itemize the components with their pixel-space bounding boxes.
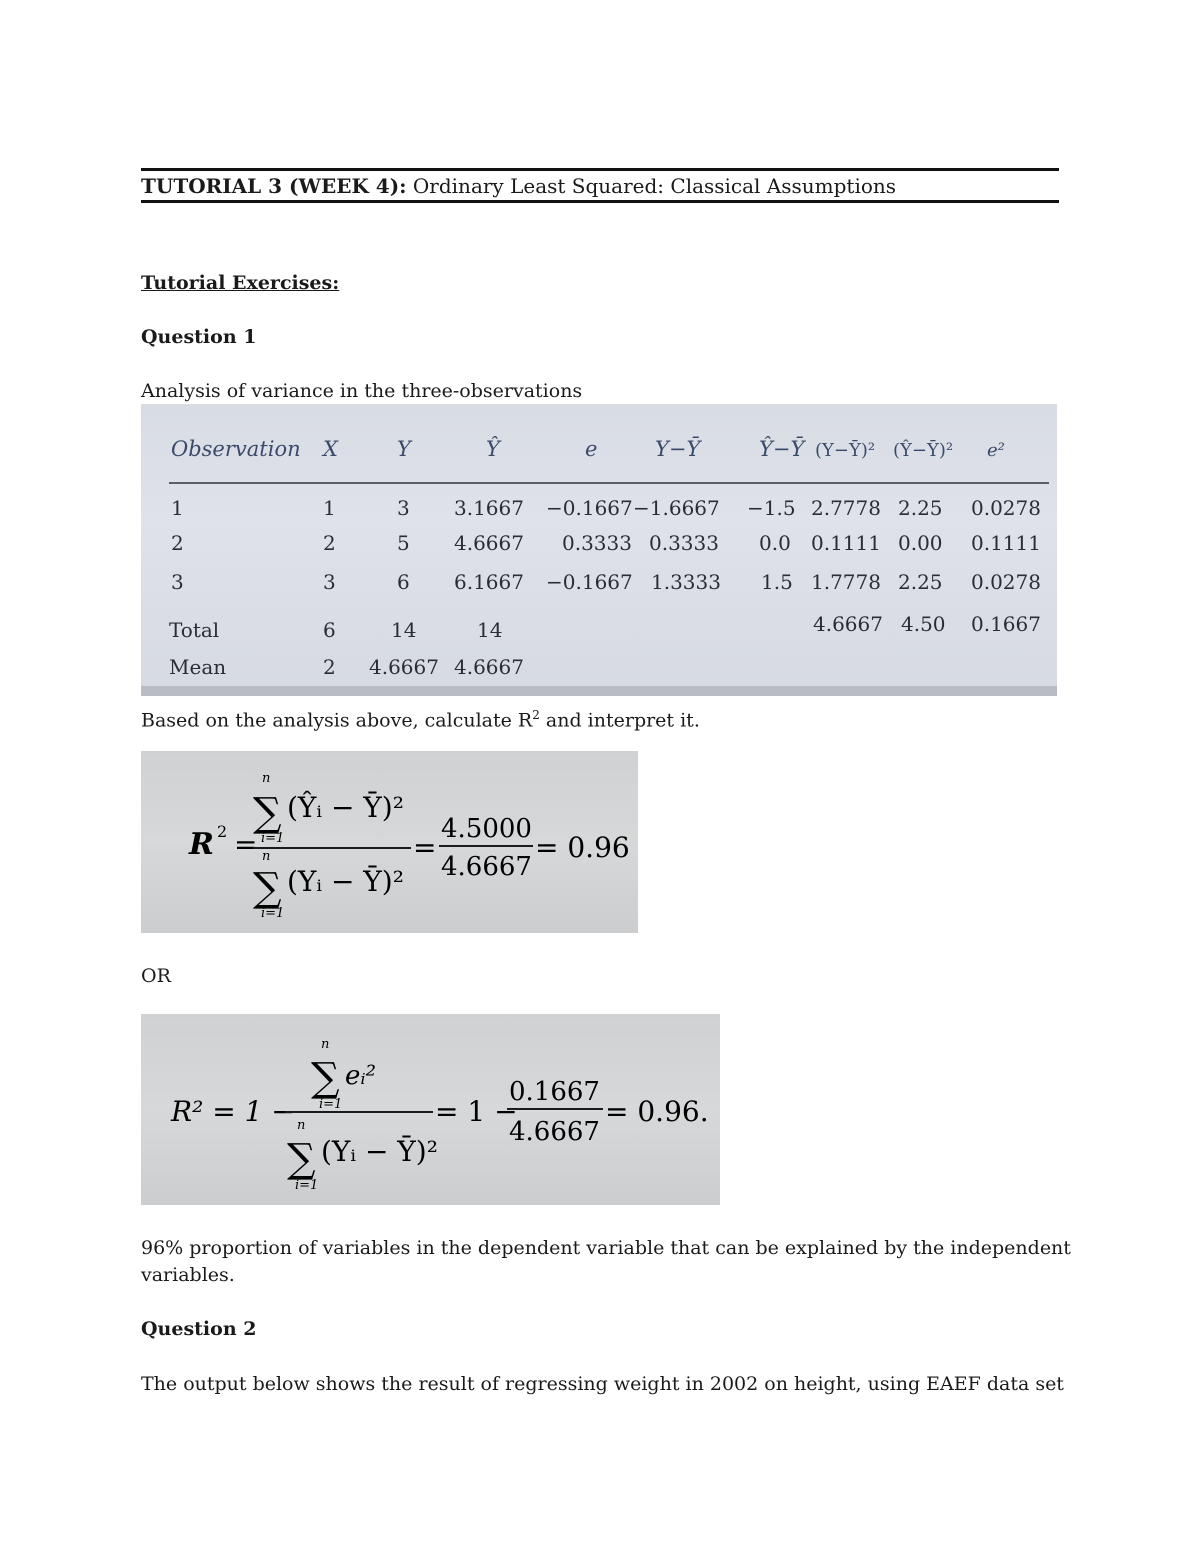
table-cell: 14 <box>477 618 503 642</box>
table-cell: 2 <box>171 531 184 555</box>
table-header: e² <box>987 440 1005 461</box>
question-1-prompt <box>141 702 700 733</box>
formula-2-drawing <box>141 1014 720 1205</box>
formula-2-numerator-expression: eᵢ² <box>345 1061 377 1091</box>
table-cell: 14 <box>391 618 417 642</box>
anova-table-image <box>141 404 1057 696</box>
formula-2-numerator-value: 0.1667 <box>509 1077 600 1107</box>
table-cell: −0.1667 <box>546 496 633 520</box>
table-mean-label: Mean <box>169 655 227 679</box>
sum-lower-limit: i=1 <box>319 1097 343 1112</box>
table-header-rule <box>169 482 1049 484</box>
formula-1-denominator-value: 4.6667 <box>441 852 532 882</box>
table-cell: 2 <box>323 531 336 555</box>
table-cell: −1.6667 <box>633 496 720 520</box>
table-cell: 0.0 <box>759 531 791 555</box>
table-cell: 1.3333 <box>651 570 721 594</box>
header-top-rule <box>141 168 1059 171</box>
sigma-symbol: ∑ <box>253 790 282 836</box>
table-cell: 1 <box>323 496 336 520</box>
table-cell: 4.6667 <box>454 531 524 555</box>
answer-line-2: variables. <box>141 1264 235 1286</box>
prompt-text-before: Based on the analysis above, calculate R <box>141 709 533 732</box>
table-header: (Y−Ȳ)² <box>815 440 876 461</box>
formula-1-result: = 0.96 <box>535 831 630 864</box>
table-cell: 3.1667 <box>454 496 524 520</box>
table-total-label: Total <box>169 618 220 642</box>
sigma-symbol: ∑ <box>253 865 282 911</box>
table-cell: 5 <box>397 531 410 555</box>
table-cell: 1.5 <box>761 570 793 594</box>
table-cell: 2.25 <box>898 496 943 520</box>
sum-upper-limit: n <box>297 1118 306 1133</box>
table-cell: 0.0278 <box>971 570 1041 594</box>
table-cell: 3 <box>397 496 410 520</box>
sum-upper-limit: n <box>262 849 271 864</box>
table-cell: 6 <box>323 618 336 642</box>
table-cell: 1 <box>171 496 184 520</box>
table-header: Y <box>397 437 411 461</box>
table-cell: 1.7778 <box>811 570 881 594</box>
sum-lower-limit: i=1 <box>261 831 285 846</box>
prompt-text-after: and interpret it. <box>539 709 700 732</box>
formula-1-drawing <box>141 751 638 933</box>
page-title <box>141 174 896 198</box>
tutorial-title: Ordinary Least Squared: Classical Assumptions <box>406 174 897 198</box>
formula-2-denominator-expression: (Yᵢ − Ȳ)² <box>321 1135 438 1168</box>
or-label: OR <box>141 965 171 987</box>
table-cell: 3 <box>323 570 336 594</box>
r-squared-formula-1-image <box>141 751 638 933</box>
table-cell: 6 <box>397 570 410 594</box>
question-1-intro: Analysis of variance in the three-observations <box>141 380 583 402</box>
sum-lower-limit: i=1 <box>261 906 285 921</box>
table-cell: 0.3333 <box>649 531 719 555</box>
table-cell: 2 <box>323 655 336 679</box>
formula-1-numerator-value: 4.5000 <box>441 814 532 844</box>
sum-lower-limit: i=1 <box>295 1178 319 1193</box>
formula-1-equals-2: = <box>413 831 437 864</box>
question-2-intro: The output below shows the result of regressing weight in 2002 on height, using EAEF data set <box>141 1373 1064 1395</box>
formula-1-equals: = <box>234 828 258 861</box>
formula-1-lhs-sup: 2 <box>217 822 228 841</box>
answer-line-1: 96% proportion of variables in the dependent variable that can be explained by the independent <box>141 1237 1071 1259</box>
table-cell: 6.1667 <box>454 570 524 594</box>
table-cell: 4.6667 <box>813 612 883 636</box>
table-cell: 0.1111 <box>811 531 881 555</box>
table-cell: −1.5 <box>747 496 796 520</box>
table-header: Ŷ <box>486 437 500 461</box>
table-cell: 3 <box>171 570 184 594</box>
header-bottom-rule <box>141 200 1059 203</box>
formula-2-result: = 0.96. <box>605 1095 709 1128</box>
tutorial-label: TUTORIAL 3 (WEEK 4): <box>141 174 407 198</box>
r-squared-formula-2-image <box>141 1014 720 1205</box>
table-header: X <box>323 437 338 461</box>
formula-2-mid: = 1 − <box>435 1095 518 1128</box>
table-header: Observation <box>171 437 301 461</box>
table-cell: 0.0278 <box>971 496 1041 520</box>
table-cell: 0.1667 <box>971 612 1041 636</box>
prompt-superscript: 2 <box>532 708 540 722</box>
table-cell: 2.25 <box>898 570 943 594</box>
formula-2-denominator-value: 4.6667 <box>509 1117 600 1147</box>
sum-upper-limit: n <box>262 771 271 786</box>
photo-shadow <box>141 686 1057 696</box>
table-header: Y−Ȳ <box>655 437 701 461</box>
table-header: (Ŷ−Ȳ)² <box>893 440 954 461</box>
table-header: e <box>585 437 598 461</box>
denominator-expression: (Yᵢ − Ȳ)² <box>287 865 404 898</box>
table-cell: 0.3333 <box>562 531 632 555</box>
section-heading: Tutorial Exercises: <box>141 272 340 294</box>
table-header: Ŷ−Ȳ <box>759 437 805 461</box>
table-cell: 4.6667 <box>454 655 524 679</box>
sigma-symbol: ∑ <box>311 1055 340 1101</box>
question-1-heading: Question 1 <box>141 326 257 348</box>
table-cell: 4.50 <box>901 612 946 636</box>
numerator-expression: (Ŷᵢ − Ȳ)² <box>287 791 404 824</box>
table-cell: 0.00 <box>898 531 943 555</box>
table-cell: 4.6667 <box>369 655 439 679</box>
sum-upper-limit: n <box>321 1037 330 1052</box>
sigma-symbol: ∑ <box>287 1136 316 1182</box>
table-cell: 2.7778 <box>811 496 881 520</box>
formula-1-lhs: R <box>189 827 214 862</box>
table-cell: 0.1111 <box>971 531 1041 555</box>
question-2-heading: Question 2 <box>141 1318 257 1340</box>
formula-2-lhs: R² = 1 − <box>171 1095 295 1128</box>
table-cell: −0.1667 <box>546 570 633 594</box>
